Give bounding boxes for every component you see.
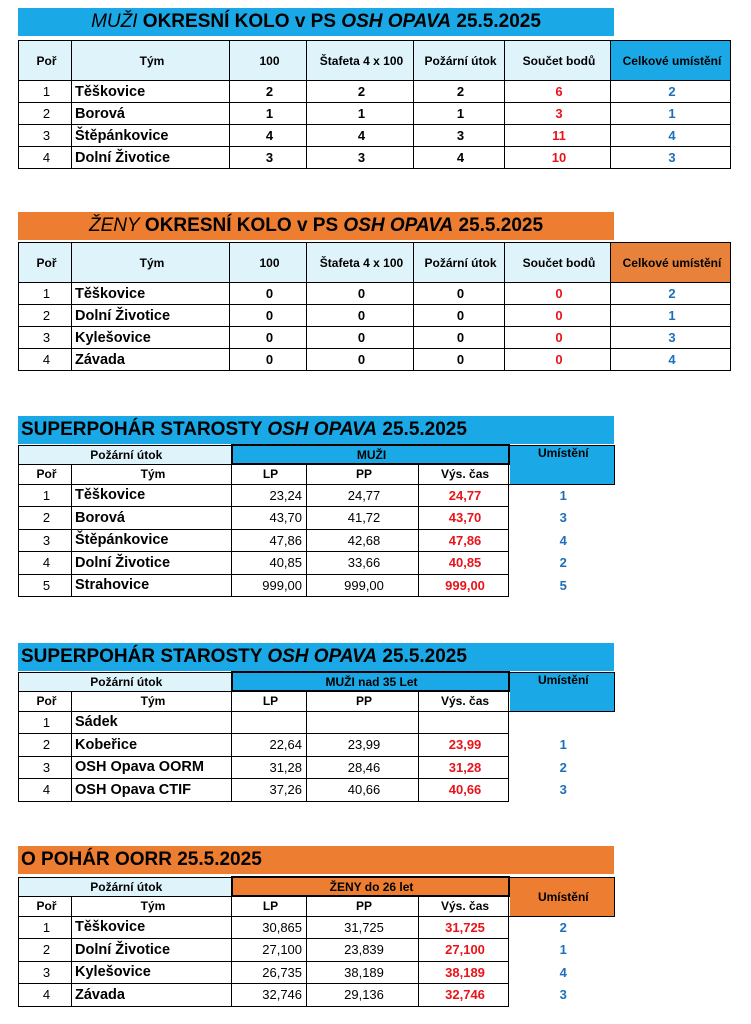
cell-lp: 37,26: [232, 779, 307, 802]
header-row: [19, 243, 731, 283]
cell-umisteni: 1: [509, 939, 615, 962]
cell-tym: Borová: [72, 507, 232, 530]
cell-stafeta: 3: [307, 147, 414, 169]
cell-v100: 0: [230, 305, 307, 327]
table-row: [19, 283, 731, 305]
cell-stafeta: 2: [307, 81, 414, 103]
cell-lp: 999,00: [232, 574, 307, 597]
cell-soucet: 0: [505, 283, 611, 305]
cell-v100: 2: [230, 81, 307, 103]
cell-por: 1: [19, 283, 72, 305]
cell-lp: 23,24: [232, 484, 307, 507]
group-label: Požární útok: [19, 445, 232, 464]
group-row: [19, 672, 615, 691]
cell-lp: 32,746: [232, 984, 307, 1007]
cell-cas: 32,746: [419, 984, 509, 1007]
zeny-kolo-block: [18, 212, 614, 240]
cell-soucet: 0: [505, 305, 611, 327]
column-header: Výs. čas: [419, 691, 509, 711]
cell-v100: 0: [230, 349, 307, 371]
cell-soucet: 0: [505, 327, 611, 349]
table-row: [19, 529, 615, 552]
table-row: [19, 484, 615, 507]
cell-soucet: 10: [505, 147, 611, 169]
table-row: [19, 984, 615, 1007]
column-header: PP: [307, 464, 419, 484]
cell-umisteni: 4: [611, 349, 731, 371]
column-header: Požární útok: [414, 41, 505, 81]
table-row: [19, 327, 731, 349]
cell-umisteni: 4: [509, 529, 615, 552]
cell-tym: Těškovice: [72, 81, 230, 103]
cell-stafeta: 0: [307, 327, 414, 349]
category-label: MUŽI: [232, 445, 509, 464]
column-header: Štafeta 4 x 100: [307, 243, 414, 283]
table-row: [19, 125, 731, 147]
cell-tym: Kylešovice: [72, 961, 232, 984]
cell-pp: 40,66: [307, 779, 419, 802]
pohar-oorr-table: [18, 876, 615, 1007]
superpohar-muzi-block: [18, 416, 614, 444]
table-row: [19, 103, 731, 125]
cell-stafeta: 1: [307, 103, 414, 125]
cell-umisteni: 3: [509, 507, 615, 530]
cell-v100: 1: [230, 103, 307, 125]
group-label: Požární útok: [19, 877, 232, 896]
table-row: [19, 349, 731, 371]
cell-por: 4: [19, 349, 72, 371]
cell-por: 3: [19, 756, 72, 779]
cell-umisteni: 2: [611, 81, 731, 103]
column-header: PP: [307, 896, 419, 916]
column-header: Celkové umístění: [611, 41, 731, 81]
cell-umisteni: 4: [509, 961, 615, 984]
cell-utok: 0: [414, 283, 505, 305]
cell-por: 3: [19, 961, 72, 984]
cell-por: 3: [19, 327, 72, 349]
cell-tym: Těškovice: [72, 916, 232, 939]
cell-lp: 40,85: [232, 552, 307, 575]
cell-cas: 31,28: [419, 756, 509, 779]
table-row: [19, 305, 731, 327]
cell-por: 1: [19, 484, 72, 507]
cell-por: 2: [19, 939, 72, 962]
cell-lp: 26,735: [232, 961, 307, 984]
cell-por: 3: [19, 529, 72, 552]
cell-por: 4: [19, 147, 72, 169]
cell-por: 4: [19, 779, 72, 802]
zeny-kolo-table: [18, 242, 731, 371]
cell-pp: 999,00: [307, 574, 419, 597]
cell-tym: Závada: [72, 349, 230, 371]
cell-v100: 3: [230, 147, 307, 169]
column-header: Výs. čas: [419, 896, 509, 916]
cell-tym: Strahovice: [72, 574, 232, 597]
table-row: [19, 916, 615, 939]
cell-lp: 31,28: [232, 756, 307, 779]
cell-umisteni: 5: [509, 574, 615, 597]
cell-tym: Dolní Životice: [72, 147, 230, 169]
cell-tym: Dolní Životice: [72, 305, 230, 327]
umisteni-header: Umístění: [509, 877, 615, 916]
group-row: [19, 445, 615, 464]
cell-umisteni: 1: [611, 305, 731, 327]
column-header: Tým: [72, 691, 232, 711]
cell-por: 2: [19, 507, 72, 530]
cell-tym: Sádek: [72, 711, 232, 734]
superpohar-muzi-title: SUPERPOHÁR STAROSTY OSH OPAVA 25.5.2025: [18, 416, 614, 444]
cell-stafeta: 0: [307, 349, 414, 371]
cell-cas: 40,66: [419, 779, 509, 802]
cell-por: 4: [19, 984, 72, 1007]
table-row: [19, 961, 615, 984]
cell-v100: 0: [230, 327, 307, 349]
cell-pp: 42,68: [307, 529, 419, 552]
cell-lp: 47,86: [232, 529, 307, 552]
cell-soucet: 0: [505, 349, 611, 371]
cell-tym: Štěpánkovice: [72, 125, 230, 147]
cell-tym: Dolní Životice: [72, 552, 232, 575]
cell-umisteni: 1: [509, 734, 615, 757]
cell-pp: [307, 711, 419, 734]
table-row: [19, 507, 615, 530]
column-header: Součet bodů: [505, 243, 611, 283]
cell-v100: 0: [230, 283, 307, 305]
cell-pp: 31,725: [307, 916, 419, 939]
table-row: [19, 81, 731, 103]
cell-cas: 999,00: [419, 574, 509, 597]
cell-utok: 0: [414, 349, 505, 371]
cell-tym: Těškovice: [72, 484, 232, 507]
cell-cas: [419, 711, 509, 734]
cell-cas: 38,189: [419, 961, 509, 984]
column-header: Štafeta 4 x 100: [307, 41, 414, 81]
table-row: [19, 779, 615, 802]
cell-utok: 0: [414, 305, 505, 327]
cell-soucet: 11: [505, 125, 611, 147]
column-header: Poř: [19, 243, 72, 283]
cell-pp: 29,136: [307, 984, 419, 1007]
cell-pp: 33,66: [307, 552, 419, 575]
column-header: Poř: [19, 896, 72, 916]
table-row: [19, 147, 731, 169]
muzi-kolo-table: [18, 40, 731, 169]
umisteni-header: Umístění: [509, 445, 615, 484]
table-row: [19, 711, 615, 734]
cell-por: 4: [19, 552, 72, 575]
table-row: [19, 574, 615, 597]
superpohar-35-table: [18, 671, 615, 802]
column-header: PP: [307, 691, 419, 711]
column-header: Součet bodů: [505, 41, 611, 81]
column-header: Poř: [19, 41, 72, 81]
category-label: ŽENY do 26 let: [232, 877, 509, 896]
muzi-kolo-block: [18, 8, 614, 36]
column-header: Poř: [19, 691, 72, 711]
cell-umisteni: 2: [509, 552, 615, 575]
cell-tym: Štěpánkovice: [72, 529, 232, 552]
cell-por: 3: [19, 125, 72, 147]
cell-por: 2: [19, 103, 72, 125]
cell-umisteni: 3: [611, 147, 731, 169]
pohar-oorr-title: O POHÁR OORR 25.5.2025: [18, 846, 614, 874]
cell-cas: 23,99: [419, 734, 509, 757]
cell-stafeta: 0: [307, 283, 414, 305]
umisteni-header: Umístění: [509, 672, 615, 711]
cell-umisteni: 2: [509, 916, 615, 939]
cell-stafeta: 4: [307, 125, 414, 147]
group-row: [19, 877, 615, 896]
cell-utok: 4: [414, 147, 505, 169]
cell-lp: 27,100: [232, 939, 307, 962]
cell-umisteni: 3: [509, 779, 615, 802]
cell-por: 2: [19, 305, 72, 327]
column-header: Celkové umístění: [611, 243, 731, 283]
cell-soucet: 6: [505, 81, 611, 103]
cell-cas: 40,85: [419, 552, 509, 575]
cell-pp: 23,99: [307, 734, 419, 757]
column-header: Tým: [72, 243, 230, 283]
cell-umisteni: 3: [509, 984, 615, 1007]
cell-por: 1: [19, 711, 72, 734]
column-header: LP: [232, 896, 307, 916]
cell-por: 2: [19, 734, 72, 757]
cell-utok: 2: [414, 81, 505, 103]
cell-por: 1: [19, 916, 72, 939]
cell-tym: Dolní Životice: [72, 939, 232, 962]
category-label: MUŽI nad 35 Let: [232, 672, 509, 691]
column-header: LP: [232, 464, 307, 484]
cell-utok: 3: [414, 125, 505, 147]
cell-lp: [232, 711, 307, 734]
column-header: 100: [230, 41, 307, 81]
cell-tym: Kobeřice: [72, 734, 232, 757]
superpohar-35-block: [18, 643, 614, 671]
cell-pp: 23,839: [307, 939, 419, 962]
column-header: Poř: [19, 464, 72, 484]
cell-lp: 22,64: [232, 734, 307, 757]
cell-cas: 27,100: [419, 939, 509, 962]
cell-umisteni: 2: [509, 756, 615, 779]
column-header: Tým: [72, 464, 232, 484]
cell-umisteni: 4: [611, 125, 731, 147]
cell-tym: Závada: [72, 984, 232, 1007]
column-header: LP: [232, 691, 307, 711]
table-row: [19, 734, 615, 757]
muzi-kolo-title: MUŽI OKRESNÍ KOLO v PS OSH OPAVA 25.5.2025: [18, 8, 614, 36]
cell-tym: OSH Opava CTIF: [72, 779, 232, 802]
superpohar-muzi-table: [18, 444, 615, 597]
group-label: Požární útok: [19, 672, 232, 691]
cell-tym: Těškovice: [72, 283, 230, 305]
cell-pp: 28,46: [307, 756, 419, 779]
pohar-oorr-block: [18, 846, 614, 874]
cell-soucet: 3: [505, 103, 611, 125]
cell-umisteni: 1: [611, 103, 731, 125]
cell-umisteni: 3: [611, 327, 731, 349]
cell-lp: 43,70: [232, 507, 307, 530]
cell-tym: Borová: [72, 103, 230, 125]
table-row: [19, 756, 615, 779]
cell-lp: 30,865: [232, 916, 307, 939]
column-header: Výs. čas: [419, 464, 509, 484]
cell-umisteni: [509, 711, 615, 734]
cell-por: 5: [19, 574, 72, 597]
cell-cas: 31,725: [419, 916, 509, 939]
column-header: Požární útok: [414, 243, 505, 283]
zeny-kolo-title: ŽENY OKRESNÍ KOLO v PS OSH OPAVA 25.5.2025: [18, 212, 614, 240]
header-row: [19, 41, 731, 81]
column-header: Tým: [72, 41, 230, 81]
superpohar-35-title: SUPERPOHÁR STAROSTY OSH OPAVA 25.5.2025: [18, 643, 614, 671]
table-row: [19, 939, 615, 962]
cell-utok: 1: [414, 103, 505, 125]
cell-pp: 38,189: [307, 961, 419, 984]
cell-cas: 47,86: [419, 529, 509, 552]
column-header: Tým: [72, 896, 232, 916]
cell-umisteni: 1: [509, 484, 615, 507]
cell-cas: 43,70: [419, 507, 509, 530]
cell-cas: 24,77: [419, 484, 509, 507]
cell-tym: OSH Opava OORM: [72, 756, 232, 779]
cell-tym: Kylešovice: [72, 327, 230, 349]
cell-stafeta: 0: [307, 305, 414, 327]
cell-por: 1: [19, 81, 72, 103]
cell-pp: 24,77: [307, 484, 419, 507]
column-header: 100: [230, 243, 307, 283]
table-row: [19, 552, 615, 575]
cell-utok: 0: [414, 327, 505, 349]
cell-umisteni: 2: [611, 283, 731, 305]
cell-v100: 4: [230, 125, 307, 147]
cell-pp: 41,72: [307, 507, 419, 530]
